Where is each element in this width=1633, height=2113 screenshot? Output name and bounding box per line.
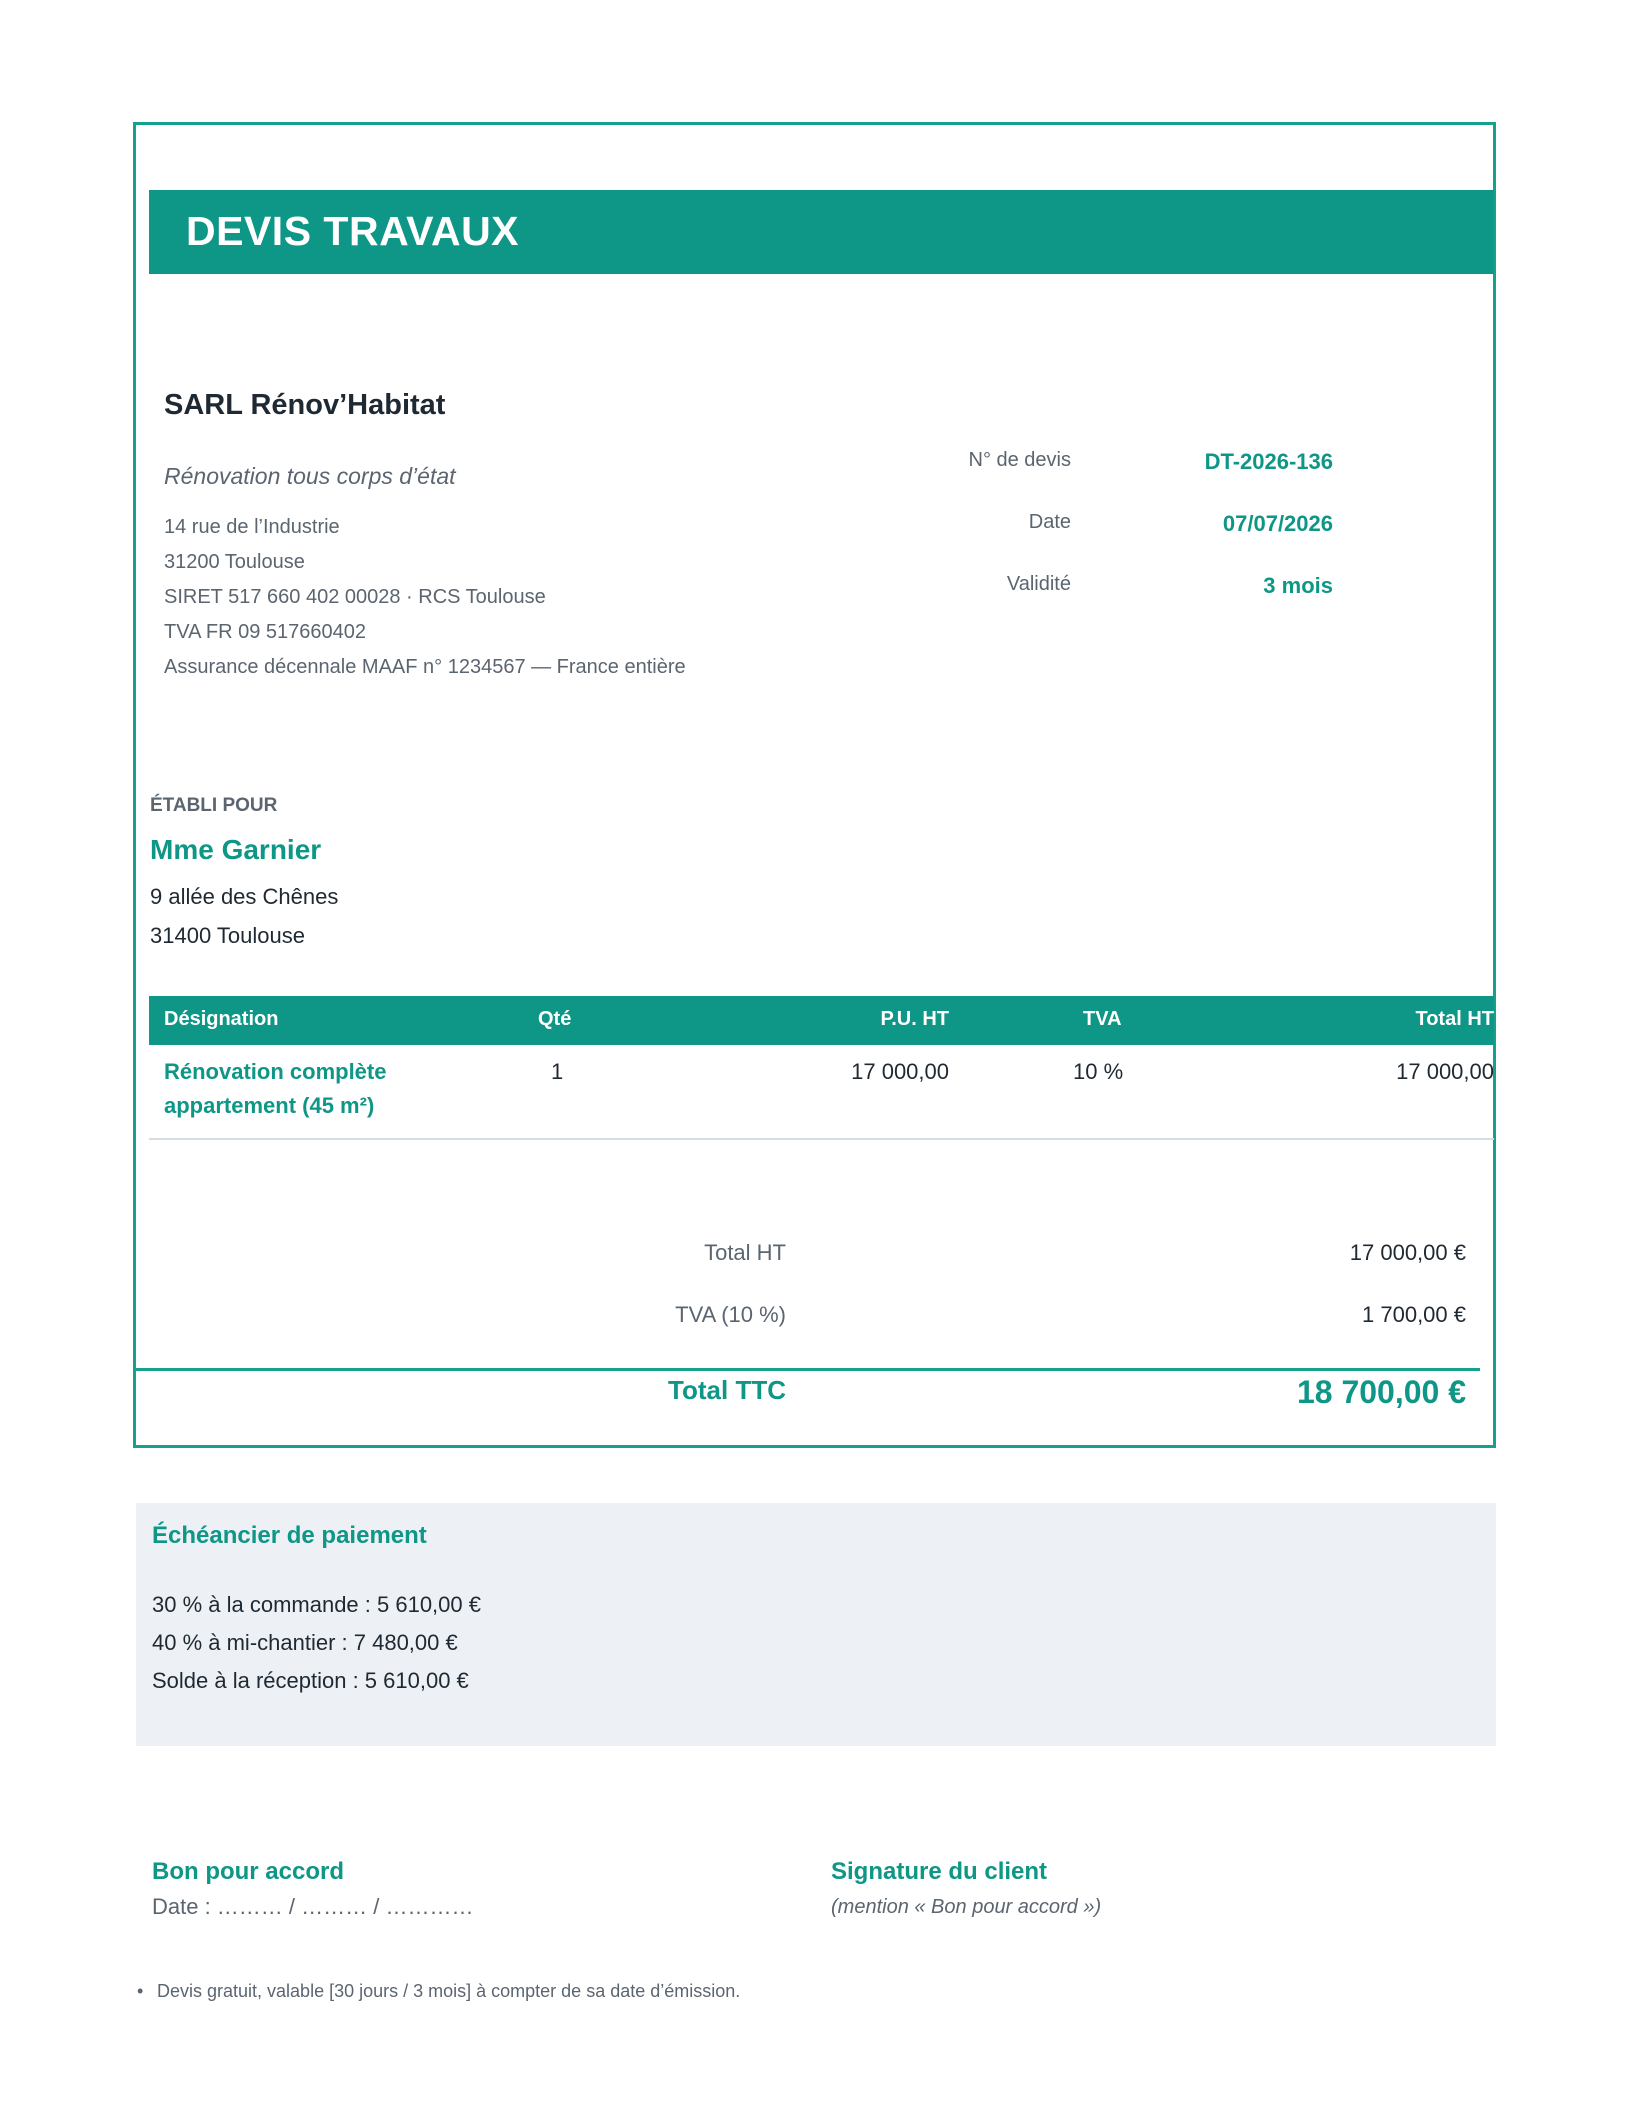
client-signature-note: (mention « Bon pour accord ») (831, 1896, 1102, 1918)
company-line: Assurance décennale MAAF n° 1234567 — France entière (164, 656, 686, 678)
total-ht-label: Total HT (704, 1240, 786, 1265)
meta-label: Date (1028, 511, 1071, 533)
total-ht-value: 17 000,00 € (1349, 1240, 1466, 1265)
meta-date (783, 511, 1333, 541)
company-tagline: Rénovation tous corps d’état (164, 463, 456, 489)
schedule-title: Échéancier de paiement (152, 1522, 427, 1549)
header-unit-price: P.U. HT (880, 1008, 949, 1030)
schedule-line: 40 % à mi-chantier : 7 480,00 € (152, 1630, 458, 1655)
client-line: 31400 Toulouse (150, 923, 305, 948)
header-qty: Qté (538, 1008, 572, 1030)
row-qty: 1 (551, 1059, 564, 1084)
payment-schedule (136, 1503, 1496, 1746)
agreement-date: Date : ……… / ……… / ………… (152, 1894, 474, 1919)
total-ttc-label: Total TTC (668, 1375, 786, 1405)
meta-value: 3 mois (1263, 573, 1333, 598)
company-address (164, 510, 686, 685)
bullet-icon: • (137, 1981, 144, 2001)
meta-label: N° de devis (968, 449, 1071, 471)
total-ttc-value: 18 700,00 € (1296, 1374, 1466, 1410)
vat-value: 1 700,00 € (1362, 1302, 1466, 1327)
agreement-title: Bon pour accord (152, 1858, 345, 1885)
company-name: SARL Rénov’Habitat (164, 389, 446, 421)
schedule-lines (152, 1586, 481, 1700)
header-vat: TVA (1083, 1008, 1122, 1030)
items-table-header (149, 996, 1494, 1045)
schedule-line: 30 % à la commande : 5 610,00 € (152, 1592, 481, 1617)
company-line: SIRET 517 660 402 00028 · RCS Toulouse (164, 586, 546, 608)
footnote-text: Devis gratuit, valable [30 jours / 3 mois] à compter de sa date d’émission. (157, 1981, 741, 2001)
meta-validity (783, 573, 1333, 603)
client-address (150, 877, 338, 955)
quote-frame (133, 122, 1496, 1448)
row-unit-price: 17 000,00 (851, 1059, 949, 1084)
meta-value: 07/07/2026 (1222, 511, 1333, 536)
client-heading: ÉTABLI POUR (150, 795, 278, 816)
meta-value: DT-2026-136 (1204, 449, 1333, 474)
row-total: 17 000,00 (1396, 1059, 1494, 1084)
footnote (137, 1981, 740, 2002)
header-designation: Désignation (164, 1008, 279, 1030)
row-vat: 10 % (1073, 1059, 1124, 1084)
company-line: 14 rue de l’Industrie (164, 516, 340, 538)
schedule-line: Solde à la réception : 5 610,00 € (152, 1668, 469, 1693)
company-line: 31200 Toulouse (164, 551, 305, 573)
company-line: TVA FR 09 517660402 (164, 621, 366, 643)
meta-quote-number (783, 449, 1333, 479)
client-name: Mme Garnier (150, 834, 322, 865)
meta-label: Validité (1006, 573, 1071, 595)
client-signature-block (831, 1858, 1101, 1919)
totals-divider (136, 1368, 1480, 1371)
client-line: 9 allée des Chênes (150, 884, 339, 909)
row-designation: Rénovation complète appartement (45 m²) (164, 1059, 387, 1118)
client-signature-title: Signature du client (831, 1858, 1048, 1885)
header-total: Total HT (1415, 1008, 1494, 1030)
table-row (149, 1045, 1494, 1140)
title-banner (149, 190, 1494, 274)
document-title: DEVIS TRAVAUX (186, 208, 520, 254)
vat-label: TVA (10 %) (675, 1302, 786, 1327)
agreement-block (152, 1858, 473, 1920)
